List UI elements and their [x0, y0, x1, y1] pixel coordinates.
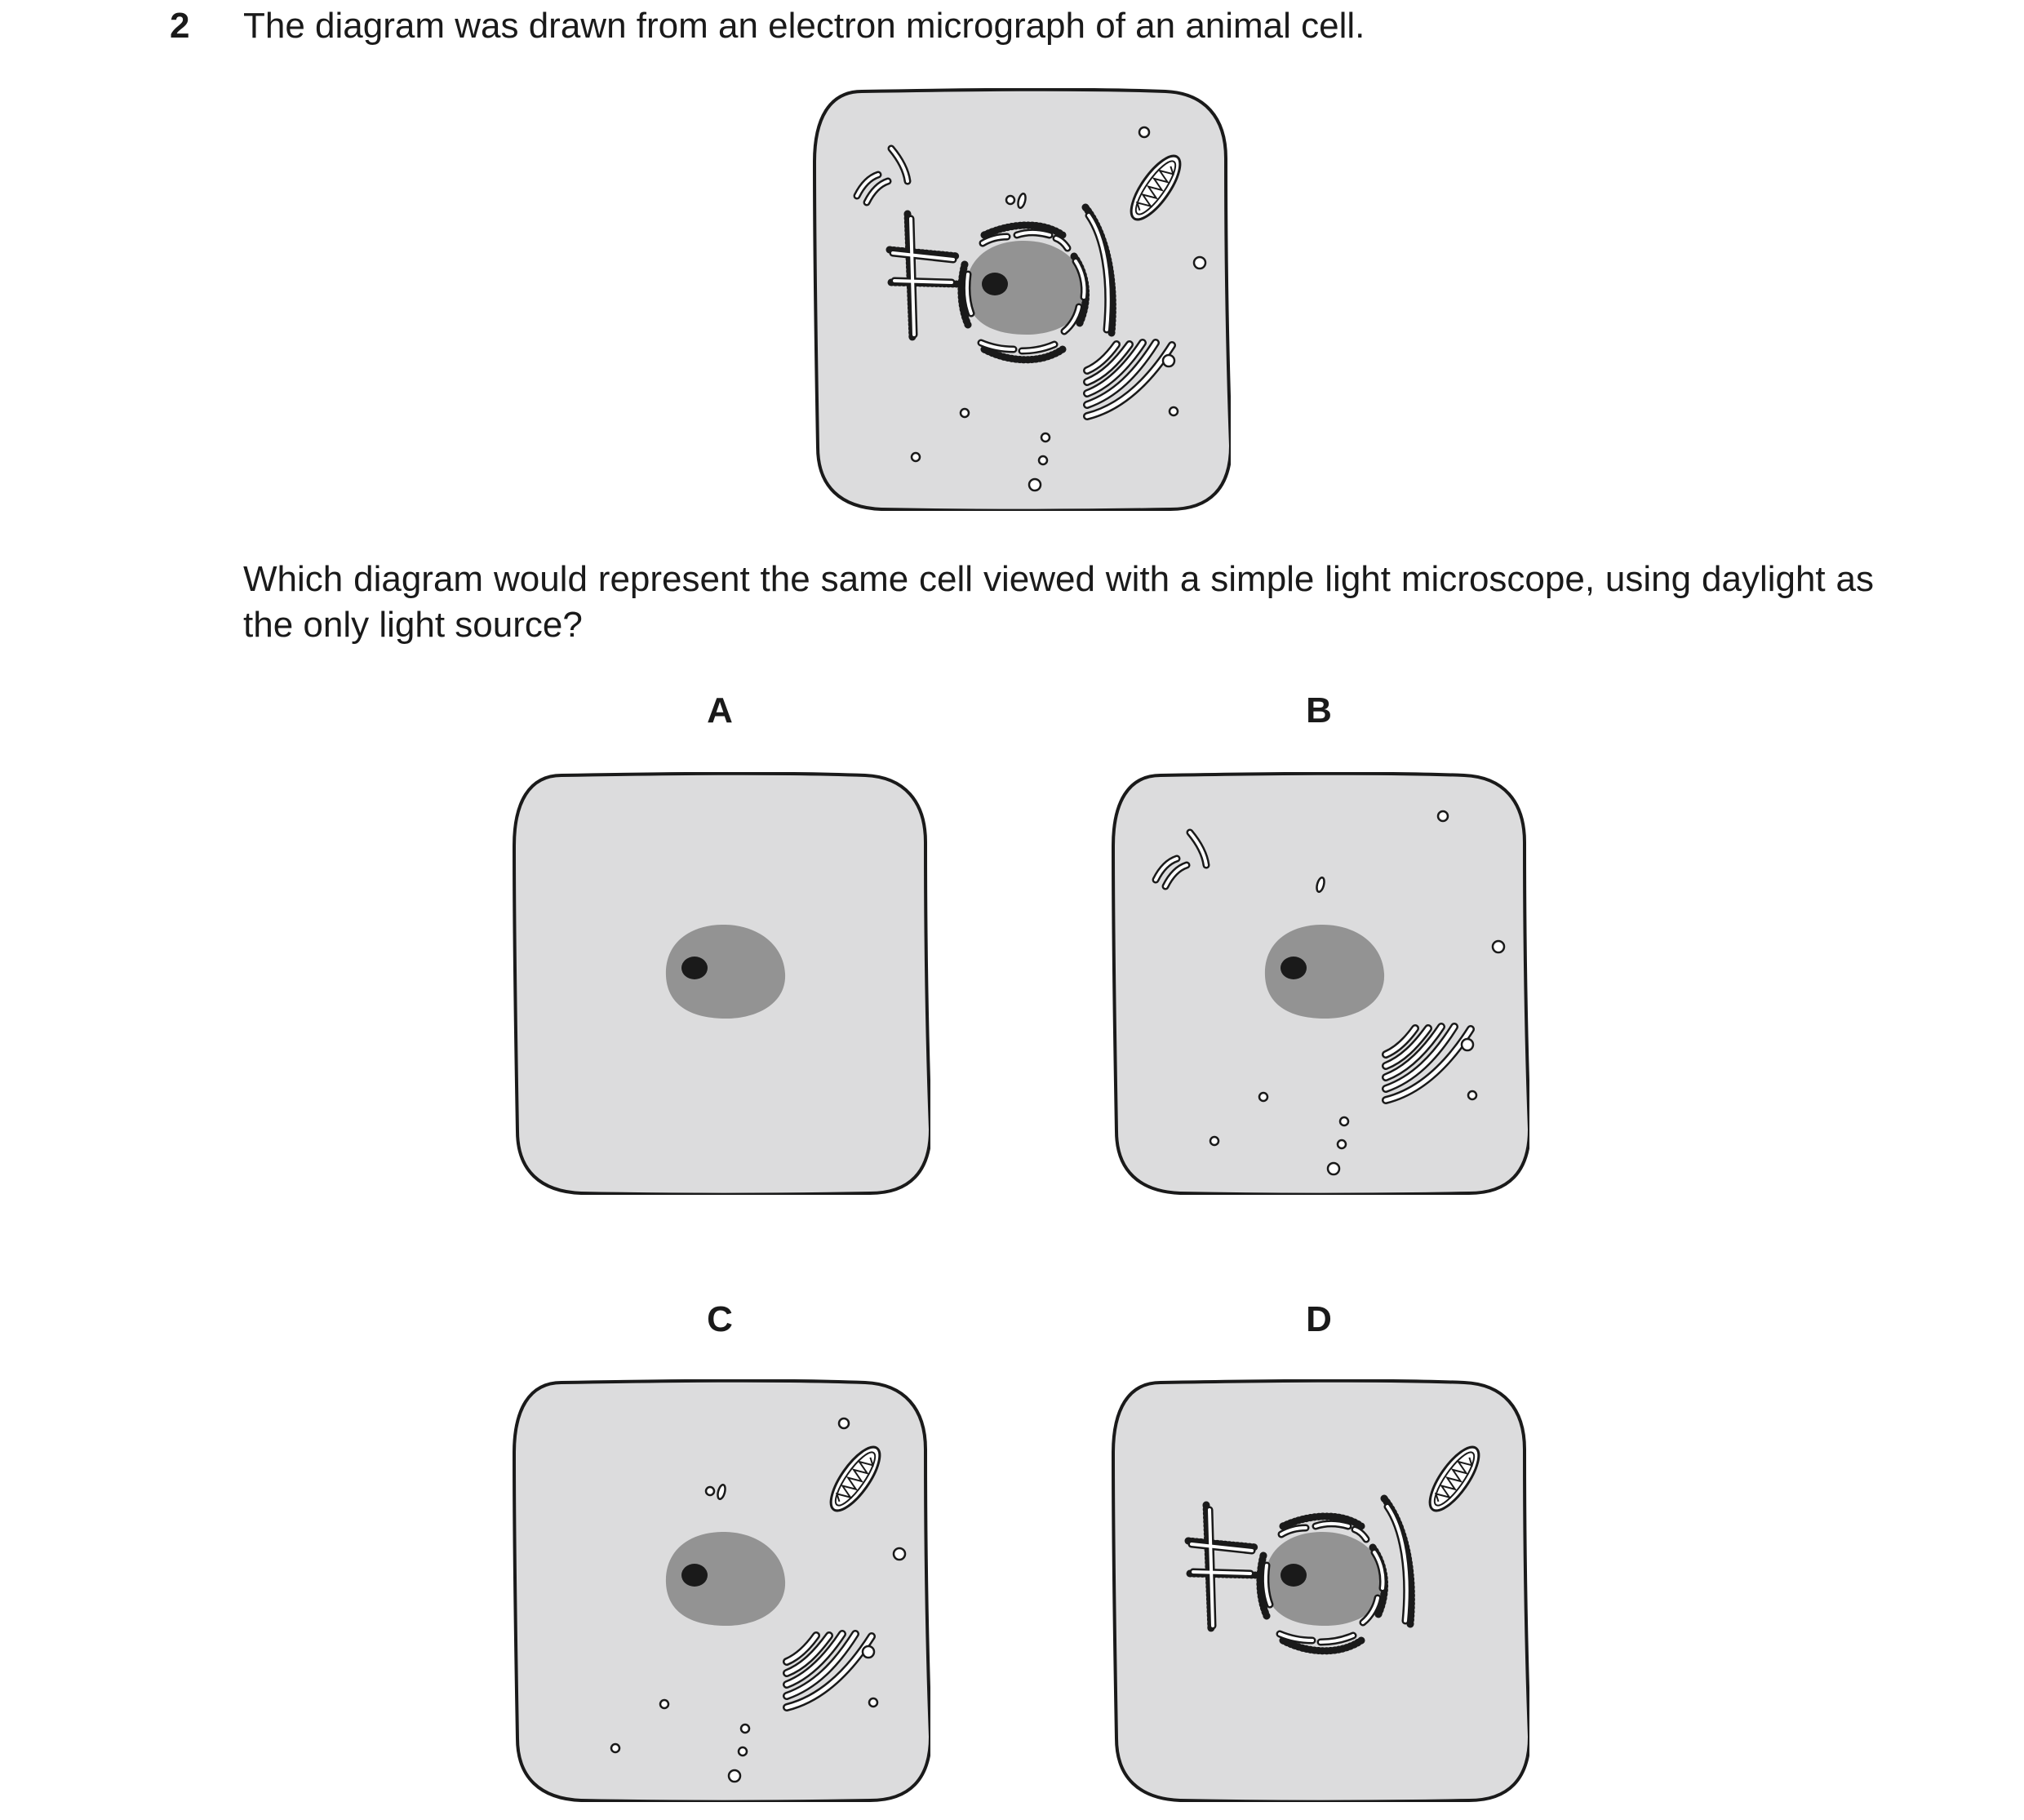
vesicle [1438, 811, 1448, 821]
vesicle [1493, 941, 1504, 952]
question-number: 2 [170, 6, 190, 46]
vesicle [839, 1418, 849, 1428]
vesicle [1139, 127, 1149, 137]
electron-micrograph-cell-diagram [813, 88, 1231, 511]
option-label-b[interactable]: B [1306, 690, 1332, 730]
question-prompt: Which diagram would represent the same cell viewed with a simple light microscope, using daylight as the only light source? [243, 559, 1874, 645]
option-d-cell-diagram[interactable] [1112, 1379, 1529, 1802]
option-b-cell-diagram[interactable] [1112, 772, 1529, 1195]
vesicle [1194, 257, 1205, 269]
option-label-d[interactable]: D [1306, 1299, 1332, 1339]
question-stem: The diagram was drawn from an electron micrograph of an animal cell. [243, 6, 1365, 46]
option-c-cell-diagram[interactable] [513, 1379, 930, 1802]
option-label-a[interactable]: A [707, 690, 733, 730]
option-label-c[interactable]: C [707, 1299, 733, 1339]
vesicle [894, 1548, 905, 1560]
option-a-cell-diagram[interactable] [513, 772, 930, 1195]
